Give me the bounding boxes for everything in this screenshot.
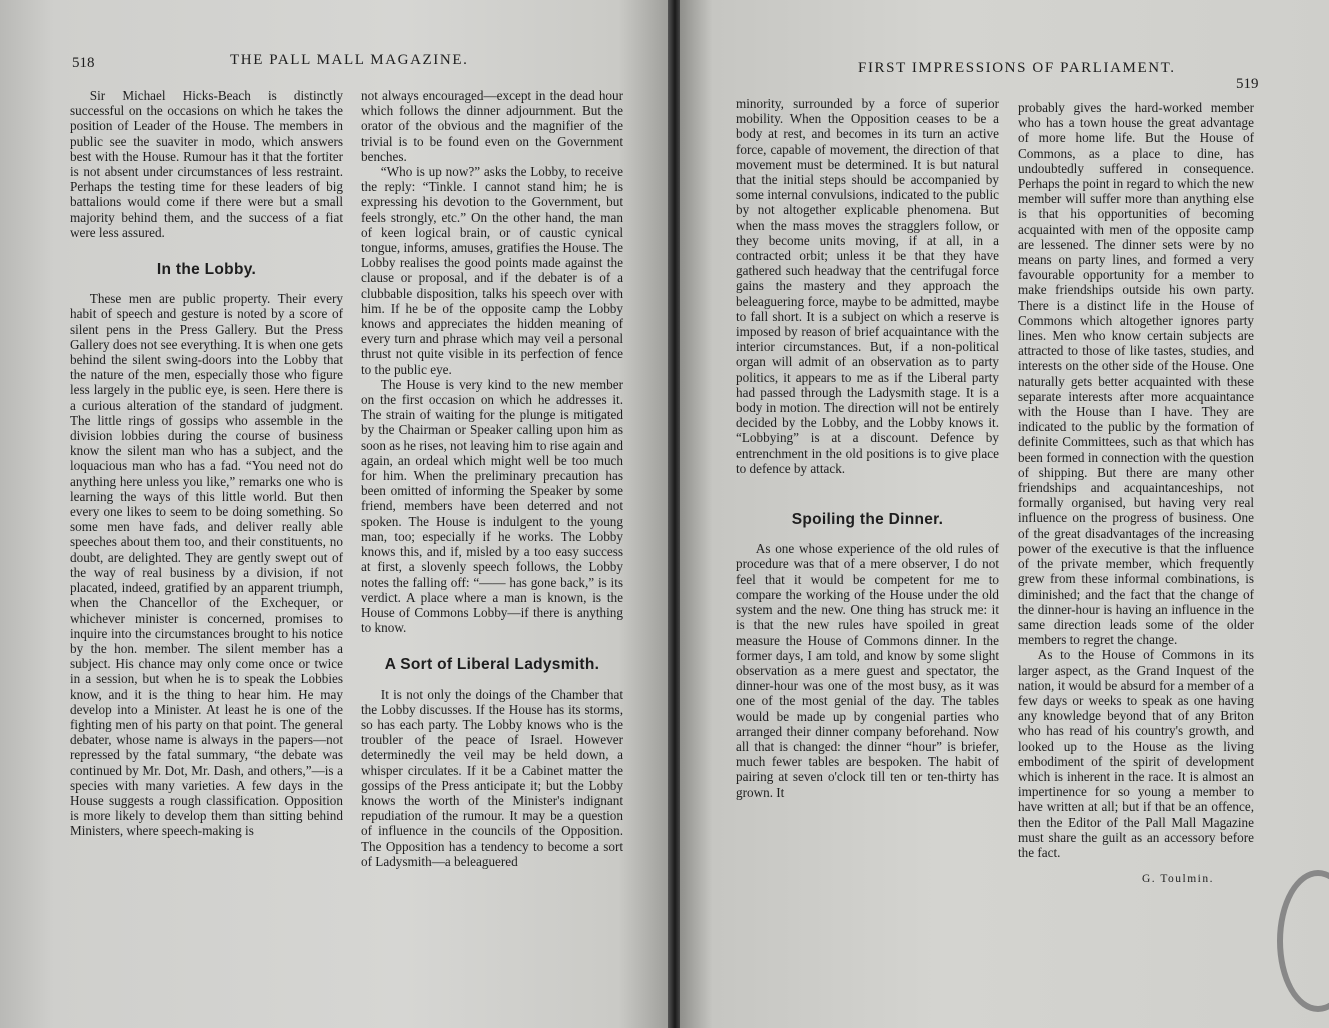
- paragraph: minority, surrounded by a force of superior mobility. When the Opposition ceases to be a body at rest, and becomes in its turn an active force, capable of movement, the direction of that movement must be determined. It is but natural that the initial steps should be accompanied by some internal convulsions, indicated to the public by not altogether explicable phenomena. But when the mass moves the stragglers follow, or they become units moving, if at all, in a contracted orbit; unless it be that they have gathered such headway that the centrifugal force gains the mastery and they approach the beleaguering force, maybe to be admitted, maybe to fall short. It is a subject on which a reserve is imposed by reason of brief acquaintance with the interior circumstances. But, if a non-political organ will admit of an observation as to party politics, it appears to me as if the Liberal party had passed through the Ladysmith stage. It is a body in motion. The direction will not be entirely decided by the Lobby, and the Lobby knows it. “Lobbying” is at a discount. Defence by entrenchment in the old positions is to give place to defence by attack.: [736, 96, 999, 476]
- paragraph: The House is very kind to the new member on the first occasion on which he addresses it. The strain of waiting for the plunge is mitigated by the Chairman or Speaker calling upon him as soon as he rises, not leaving him to rise again and again, an ordeal which might well be too much for him. When the preliminary precaution has been omitted of informing the Speaker by some friend, members have been deterred and not spoken. The House is indulgent to the young man, too; especially if he works. The Lobby knows this, and if, misled by a too easy success at first, a slovenly speech follows, the Lobby notes the falling off: “—— has gone back,” is its verdict. A place where a man is known, is the House of Commons Lobby—if there is anything to know.: [361, 376, 623, 636]
- right-column-1: [736, 96, 999, 800]
- paragraph: As to the House of Commons in its larger aspect, as the Grand Inquest of the nation, it would be absurd for a member of a few days or weeks to speak as one having any knowledge beyond that of any Briton who has read of his country's growth, and looked up to the House as the living embodiment of the spirit of development which is inherent in the race. It is almost an impertinence for so young a member to have written at all; but if that be an offence, then the Editor of the Pall Mall Magazine must share the guilt as an accessory before the fact.: [1018, 647, 1254, 860]
- paragraph: Sir Michael Hicks-Beach is distinctly successful on the occasions on which he takes the position of Leader of the House. The members in public see the suaviter in modo, which answers best with the House. Rumour has it that the fortiter is not absent under circumstances of less restraint. Perhaps the testing time for these leaders of big battalions would come if there were but a small majority behind them, and the success of a fiat were less assured.: [70, 88, 343, 240]
- left-column-1: [70, 88, 343, 839]
- paragraph: not always encouraged—except in the dead hour which follows the dinner adjournment. But the orator of the obvious and the magnifier of the trivial is to be found even on the Government benches.: [361, 88, 623, 164]
- page-number: 518: [72, 55, 95, 71]
- paragraph: probably gives the hard-worked member who has a town house the great advantage of more home life. But the House of Commons, as a place to dine, has undoubtedly suffered in consequence. Perhaps the point in regard to which the new member will suffer more than anything else is that his opportunities of becoming acquainted with men of the opposite camp are lessened. The dinner sets were by no means on party lines, and formed a very favourable opportunity for a member to make friendships outside his own party. There is a distinct life in the House of Commons which altogether ignores party lines. Men who know certain subjects are attracted to those of like tastes, studies, and interests on the other side of the House. One naturally gets better acquainted with these separate interests after more acquaintance with the House than I have. They are indicated to the public by the formation of definite Committees, such as that which has been formed in connection with the question of shipping. But there are many other friendships and acquaintanceships, not formally organised, but having very real influence on the progress of business. One of the great disadvantages of the increasing power of the executive is that the influence of the private member, which frequently grew from these informal combinations, is diminished; and the fact that the change of the dinner-hour is having an influence in the same direction leads some of the older members to regret the change.: [1018, 100, 1254, 648]
- section-heading: In the Lobby.: [156, 261, 257, 279]
- paragraph: “Who is up now?” asks the Lobby, to receive the reply: “Tinkle. I cannot stand him; he is expressing his devotion to the Government, but feels strongly, etc.” On the other hand, the man of keen logical brain, or of caustic cynical tongue, informs, amuses, gratifies the House. The Lobby realises the good points made against the clause or proposal, and if the debater is of a clubbable disposition, talks his speech over with him. If he be of the opposite camp the Lobby knows and appreciates the hidden meaning of every turn and phrase which may veil a personal thrust not quite visible in its perfection of fence to the public eye.: [361, 164, 623, 377]
- running-head: THE PALL MALL MAGAZINE.: [230, 52, 469, 68]
- section-heading: A Sort of Liberal Ladysmith.: [384, 656, 600, 674]
- paragraph: These men are public property. Their every habit of speech and gesture is noted by a score of silent pens in the Press Gallery. But the Press Gallery does not see everything. It is when one gets behind the silent swing-doors into the Lobby that the nature of the men, especially those who figure less largely in the public eye, is seen. Here there is a curious alteration of the standard of judgment. The little rings of gossips who assemble in the division lobbies during the course of business know the silent man who has a subject, and the loquacious man who has a fad. “You need not do anything here unless you like,” remarks one who is learning the ways of this little world. But then every one likes to seem to be doing something. So some men have fads, and deliver really able speeches about them too, and their constituents, no doubt, are delighted. They are gently swept out of the way of real business by a division, if not placated, indeed, gratified by an apparent triumph, when the Chancellor of the Exchequer, or whichever minister is concerned, promises to inquire into the circumstances brought to his notice by the hon. member. The silent member has a subject. His chance may only come once or twice in a session, but when he is to speak the Lobbies know, and it is the thing to hear him. He may develop into a Minister. At least he is one of the fighting men of his party on that point. The general debater, whose name is always in the papers—not repressed by the fatal summary, “the debate was continued by Mr. Dot, Mr. Dash, and others,”—is a species with many varieties. A few days in the House suggests a rough classification. Opposition is more likely to develop them than sitting behind Ministers, where speech-making is: [70, 291, 343, 839]
- running-head: FIRST IMPRESSIONS OF PARLIAMENT.: [858, 60, 1176, 76]
- paragraph: As one whose experience of the old rules of procedure was that of a mere observer, I do not feel that it would be competent for me to compare the working of the House under the old system and the new. One thing has struck me: it is that the new rules have spoiled in great measure the House of Commons dinner. In the former days, I am told, and know by some slight observation as a mere guest and spectator, the dinner-hour was one of the most busy, as it was one of the most genial of the day. The tables would be made up by congenial parties who arranged their dinner company beforehand. Now all that is changed: the dinner “hour” is briefer, much fewer tables are bespoken. The habit of pairing at seven o'clock till ten or ten-thirty has grown. It: [736, 541, 999, 800]
- right-column-2: [1018, 100, 1254, 887]
- author-signature: G. Toulmin.: [1141, 873, 1214, 886]
- binder-ring: [1277, 870, 1329, 1012]
- section-heading: Spoiling the Dinner.: [791, 511, 944, 529]
- paragraph: It is not only the doings of the Chamber that the Lobby discusses. If the House has its storms, so has each party. The Lobby knows who is the troubler of the peace of Israel. However determinedly the veil may be held down, a whisper circulates. If it be a Cabinet matter the gossips of the Press anticipate it; but the Lobby knows the worth of the Minister's indignant repudiation of the rumour. It may be a question of influence in the councils of the Opposition. The Opposition has a tendency to become a sort of Ladysmith—a beleaguered: [361, 686, 623, 869]
- page-number: 519: [1236, 76, 1259, 92]
- right-page: [680, 0, 1329, 1028]
- left-column-2: [361, 88, 623, 869]
